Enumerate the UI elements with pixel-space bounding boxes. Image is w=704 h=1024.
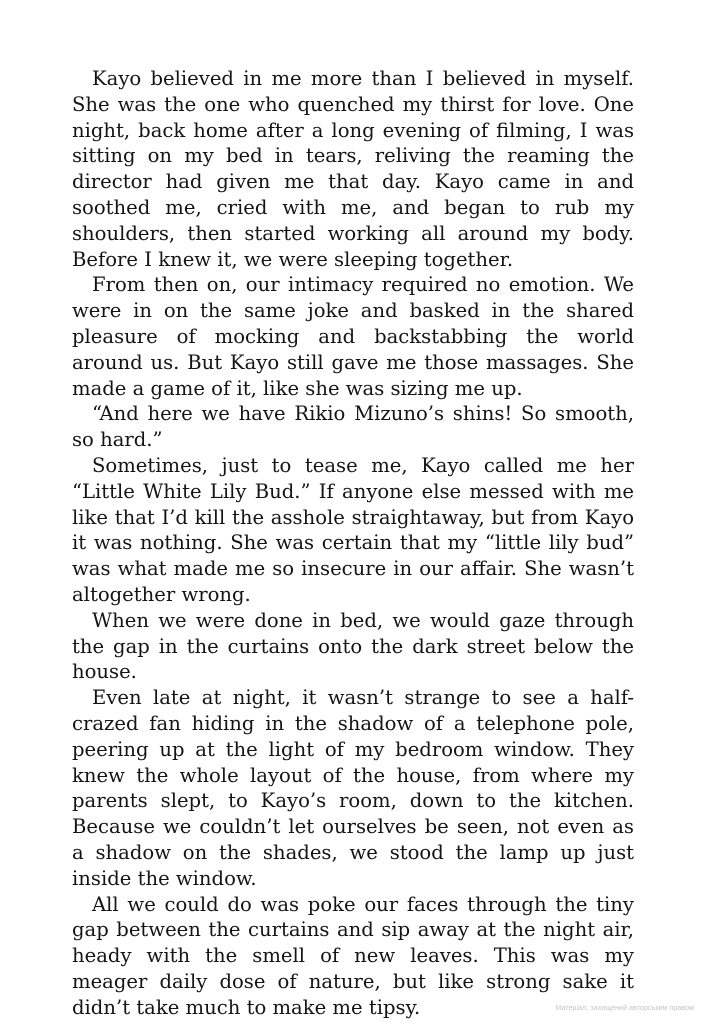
paragraph-6: Even late at night, it wasn’t strange to see a half-crazed fan hiding in the shadow of a telephone pole, peering up at the light of my bedroom window. They knew the whole layout of the house, from where my parents slept, to Kayo’s room, down to the kitchen. Because we couldn’t let ourselves be seen, not even as a shadow on the shades, we stood the lamp up just inside the window. [72,686,634,890]
paragraph-3: “And here we have Rikio Mizuno’s shins! So smooth, so hard.” [72,402,634,452]
copyright-watermark: Матеріал, захищений авторським правом [555,1005,694,1012]
paragraph-7: All we could do was poke our faces through the tiny gap between the curtains and sip away at the night air, heady with the smell of new leaves. This was my meager daily dose of nature, but like strong sake it didn’t take much to make me tipsy. [72,892,634,1019]
page-text [72,66,634,1020]
paragraph-5: When we were done in bed, we would gaze through the gap in the curtains onto the dark street below the house. [72,608,634,684]
paragraph-4: Sometimes, just to tease me, Kayo called me her “Little White Lily Bud.” If anyone else messed with me like that I’d kill the asshole straightaway, but from Kayo it was nothing. She was certain that my “little lily bud” was what made me so insecure in our affair. She wasn’t altogether wrong. [72,453,634,606]
paragraph-1: Kayo believed in me more than I believed in myself. She was the one who quenched my thirst for love. One night, back home after a long evening of filming, I was sitting on my bed in tears, reliving the reaming the director had given me that day. Kayo came in and soothed me, cried with me, and began to rub my shoulders, then started working all around my body. Before I knew it, we were sleeping together. [72,67,634,271]
paragraph-2: From then on, our intimacy required no emotion. We were in on the same joke and basked in the shared pleasure of mocking and backstabbing the world around us. But Kayo still gave me those massages. She made a game of it, like she was sizing me up. [72,273,634,400]
